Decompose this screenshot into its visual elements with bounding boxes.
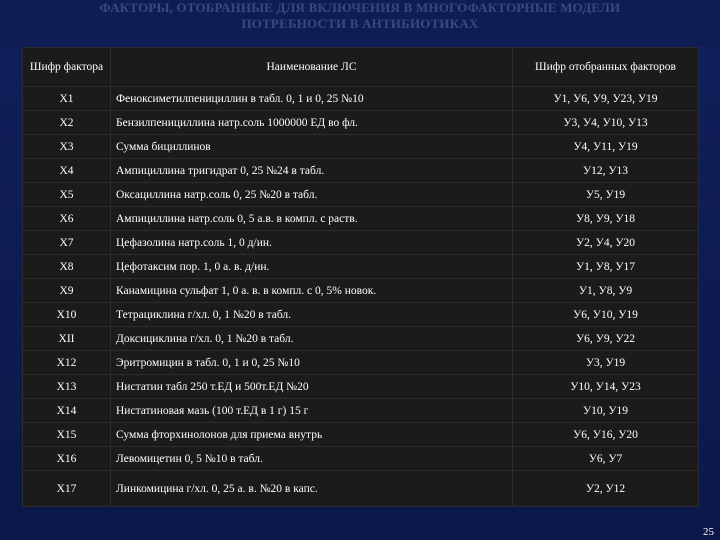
factors-table — [22, 47, 699, 507]
cell-drug-name: Эритромицин в табл. 0, 1 и 0, 25 №10 — [111, 351, 513, 375]
table-row — [23, 327, 699, 351]
cell-factor-code: X7 — [23, 231, 111, 255]
cell-factor-code: X2 — [23, 111, 111, 135]
table-row — [23, 375, 699, 399]
cell-drug-name: Цефазолина натр.соль 1, 0 д/ин. — [111, 231, 513, 255]
table-row — [23, 303, 699, 327]
cell-factor-code: X9 — [23, 279, 111, 303]
table-row — [23, 111, 699, 135]
cell-selected-factors: У12, У13 — [513, 159, 699, 183]
cell-drug-name: Феноксиметилпенициллин в табл. 0, 1 и 0, 25 №10 — [111, 87, 513, 111]
cell-factor-code: X3 — [23, 135, 111, 159]
cell-drug-name: Ампициллина натр.соль 0, 5 а.в. в компл. с раств. — [111, 207, 513, 231]
cell-factor-code: X14 — [23, 399, 111, 423]
cell-factor-code: X8 — [23, 255, 111, 279]
cell-drug-name: Нистатин табл 250 т.ЕД и 500т.ЕД №20 — [111, 375, 513, 399]
cell-drug-name: Тетрациклина г/хл. 0, 1 №20 в табл. — [111, 303, 513, 327]
table-row — [23, 231, 699, 255]
cell-factor-code: X1 — [23, 87, 111, 111]
cell-factor-code: X4 — [23, 159, 111, 183]
table-row — [23, 447, 699, 471]
table-row — [23, 423, 699, 447]
cell-factor-code: X10 — [23, 303, 111, 327]
title-line-2: ПОТРЕБНОСТИ В АНТИБИОТИКАХ — [241, 16, 479, 31]
cell-factor-code: X17 — [23, 471, 111, 507]
table-header-row — [23, 48, 699, 87]
table-row — [23, 159, 699, 183]
cell-factor-code: X15 — [23, 423, 111, 447]
cell-drug-name: Линкомицина г/хл. 0, 25 а. в. №20 в капс. — [111, 471, 513, 507]
header-drug-name: Наименование ЛС — [111, 48, 513, 87]
cell-factor-code: X6 — [23, 207, 111, 231]
cell-selected-factors: У8, У9, У18 — [513, 207, 699, 231]
table-row — [23, 279, 699, 303]
cell-selected-factors: У6, У10, У19 — [513, 303, 699, 327]
cell-selected-factors: У3, У19 — [513, 351, 699, 375]
cell-selected-factors: У1, У6, У9, У23, У19 — [513, 87, 699, 111]
cell-selected-factors: У10, У19 — [513, 399, 699, 423]
table-body — [23, 87, 699, 507]
cell-factor-code: X5 — [23, 183, 111, 207]
cell-factor-code: X16 — [23, 447, 111, 471]
header-factor-code: Шифр фактора — [23, 48, 111, 87]
cell-factor-code: X12 — [23, 351, 111, 375]
cell-factor-code: XII — [23, 327, 111, 351]
header-selected-factors: Шифр отобранных факторов — [513, 48, 699, 87]
title-line-1: ФАКТОРЫ, ОТОБРАННЫЕ ДЛЯ ВКЛЮЧЕНИЯ В МНОГОФАКТОРНЫЕ МОДЕЛИ — [99, 0, 621, 15]
cell-selected-factors: У6, У9, У22 — [513, 327, 699, 351]
cell-selected-factors: У6, У7 — [513, 447, 699, 471]
table-row — [23, 255, 699, 279]
cell-factor-code: X13 — [23, 375, 111, 399]
cell-selected-factors: У2, У4, У20 — [513, 231, 699, 255]
table-row — [23, 471, 699, 507]
cell-selected-factors: У1, У8, У9 — [513, 279, 699, 303]
cell-drug-name: Бензилпенициллина натр.соль 1000000 ЕД во фл. — [111, 111, 513, 135]
cell-selected-factors: У10, У14, У23 — [513, 375, 699, 399]
cell-selected-factors: У5, У19 — [513, 183, 699, 207]
cell-selected-factors: У1, У8, У17 — [513, 255, 699, 279]
cell-drug-name: Цефотаксим пор. 1, 0 а. в. д/ин. — [111, 255, 513, 279]
cell-selected-factors: У4, У11, У19 — [513, 135, 699, 159]
cell-drug-name: Ампициллина тригидрат 0, 25 №24 в табл. — [111, 159, 513, 183]
cell-drug-name: Сумма фторхинолонов для приема внутрь — [111, 423, 513, 447]
cell-selected-factors: У2, У12 — [513, 471, 699, 507]
table-row — [23, 135, 699, 159]
table-row — [23, 87, 699, 111]
cell-drug-name: Нистатиновая мазь (100 т.ЕД в 1 г) 15 г — [111, 399, 513, 423]
page-number: 25 — [703, 526, 714, 538]
table-row — [23, 399, 699, 423]
cell-selected-factors: У3, У4, У10, У13 — [513, 111, 699, 135]
cell-drug-name: Канамицина сульфат 1, 0 а. в. в компл. с 0, 5% новок. — [111, 279, 513, 303]
table-row — [23, 351, 699, 375]
cell-drug-name: Сумма бициллинов — [111, 135, 513, 159]
cell-drug-name: Доксициклина г/хл. 0, 1 №20 в табл. — [111, 327, 513, 351]
table-row — [23, 207, 699, 231]
slide-title — [0, 0, 720, 32]
cell-drug-name: Левомицетин 0, 5 №10 в табл. — [111, 447, 513, 471]
table-row — [23, 183, 699, 207]
cell-drug-name: Оксациллина натр.соль 0, 25 №20 в табл. — [111, 183, 513, 207]
cell-selected-factors: У6, У16, У20 — [513, 423, 699, 447]
